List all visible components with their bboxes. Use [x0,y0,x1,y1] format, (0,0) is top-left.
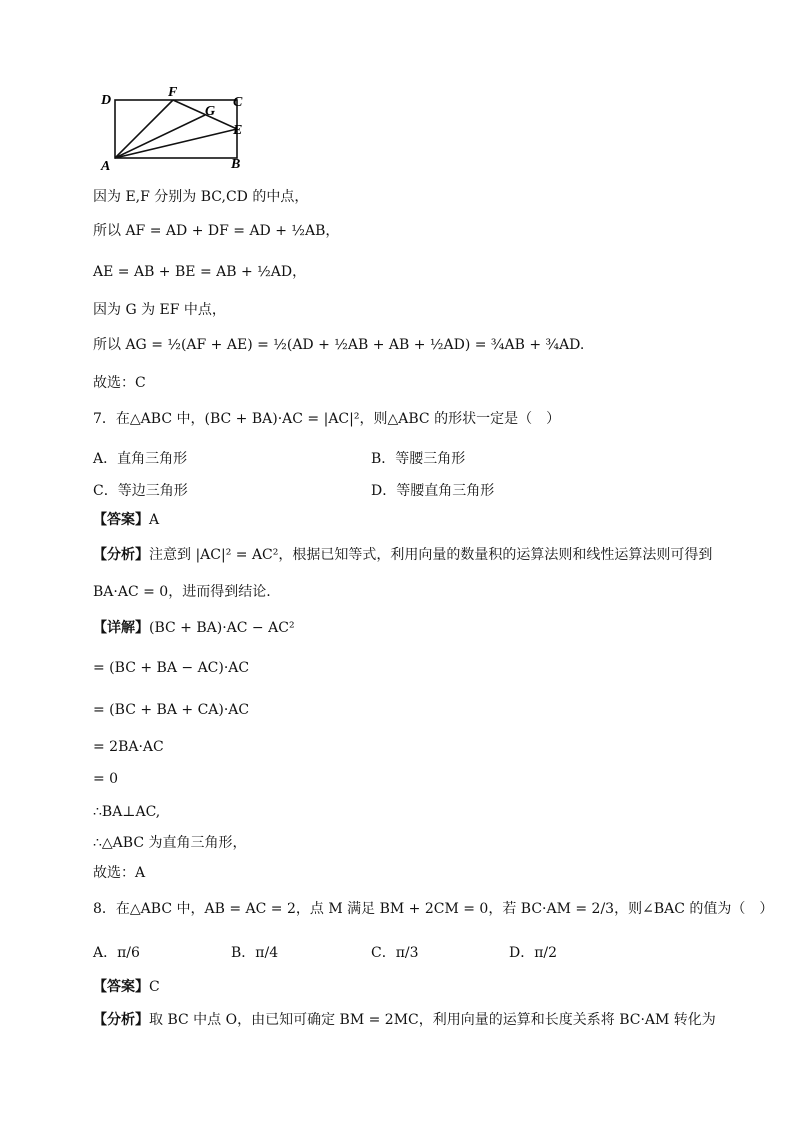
q7-choose: 故选：A [93,865,146,881]
q8-option-c: C．π/3 [371,945,419,961]
q7-detail-line [93,619,295,637]
q7-detail-2: = (BC + BA − AC)·AC [93,660,250,676]
q8-option-b: B．π/4 [231,945,279,961]
q7-detail-4: = 2BA·AC [93,739,164,755]
q8-answer: C [149,979,160,995]
q7-answer: A [149,512,160,528]
segment-af [115,100,173,158]
q7-analysis-1: 注意到 |AC|² = AC²，根据已知等式，利用向量的数量积的运算法则和线性运算法则可得到 [149,547,713,563]
q7-option-d: D．等腰直角三角形 [371,483,495,499]
prev-answer: 故选：C [93,375,146,391]
segment-ag [115,115,205,158]
q8-answer-line [93,978,160,996]
prev-line-2: 所以 AF = AD + DF = AD + ½AB， [93,223,340,239]
q8-option-d: D．π/2 [509,945,558,961]
q7-detail-1: (BC + BA)·AC − AC² [149,620,295,636]
label-f: F [168,85,178,100]
q7-analysis-tag: 【分析】 [93,547,149,563]
q7-detail-3: = (BC + BA + CA)·AC [93,702,250,718]
label-c: C [233,95,243,110]
label-g: G [205,104,216,119]
q8-answer-tag: 【答案】 [93,979,149,995]
segment-ae [115,129,237,158]
label-a: A [101,159,111,174]
q7-option-b: B．等腰三角形 [371,451,466,467]
q8-analysis-tag: 【分析】 [93,1012,149,1028]
label-e: E [233,123,243,138]
q7-analysis-line [93,546,712,564]
q7-detail-5: = 0 [93,771,119,787]
q8-stem: 8．在△ABC 中，AB = AC = 2，点 M 满足 BM + 2CM = 0，若 BC·AM = 2/3，则∠BAC 的值为（ ） [93,901,774,917]
q8-analysis-line [93,1011,716,1029]
q7-detail-tag: 【详解】 [93,620,149,636]
q7-detail-7: ∴△ABC 为直角三角形， [93,835,247,851]
q7-answer-line [93,511,159,529]
q7-analysis-2: BA·AC = 0，进而得到结论. [93,584,271,600]
q8-option-a: A．π/6 [93,945,140,961]
q7-stem: 7．在△ABC 中，(BC + BA)·AC = |AC|²，则△ABC 的形状一定是（ ） [93,411,561,427]
label-d: D [101,93,112,108]
prev-line-1: 因为 E,F 分别为 BC,CD 的中点， [93,189,309,205]
q8-analysis-1: 取 BC 中点 O，由已知可确定 BM = 2MC，利用向量的运算和长度关系将 BC·AM 转化为 [149,1012,716,1028]
label-b: B [231,157,241,172]
prev-line-4: 因为 G 为 EF 中点， [93,302,226,318]
q7-option-c: C．等边三角形 [93,483,188,499]
q7-option-a: A．直角三角形 [93,451,188,467]
q7-detail-6: ∴BA⊥AC, [93,804,161,820]
q7-answer-tag: 【答案】 [93,512,149,528]
prev-line-3: AE = AB + BE = AB + ½AD， [93,264,307,280]
prev-line-5: 所以 AG = ½(AF + AE) = ½(AD + ½AB + AB + ½AD) = ¾AB + ¾AD. [93,337,585,353]
geometry-figure [95,82,265,177]
